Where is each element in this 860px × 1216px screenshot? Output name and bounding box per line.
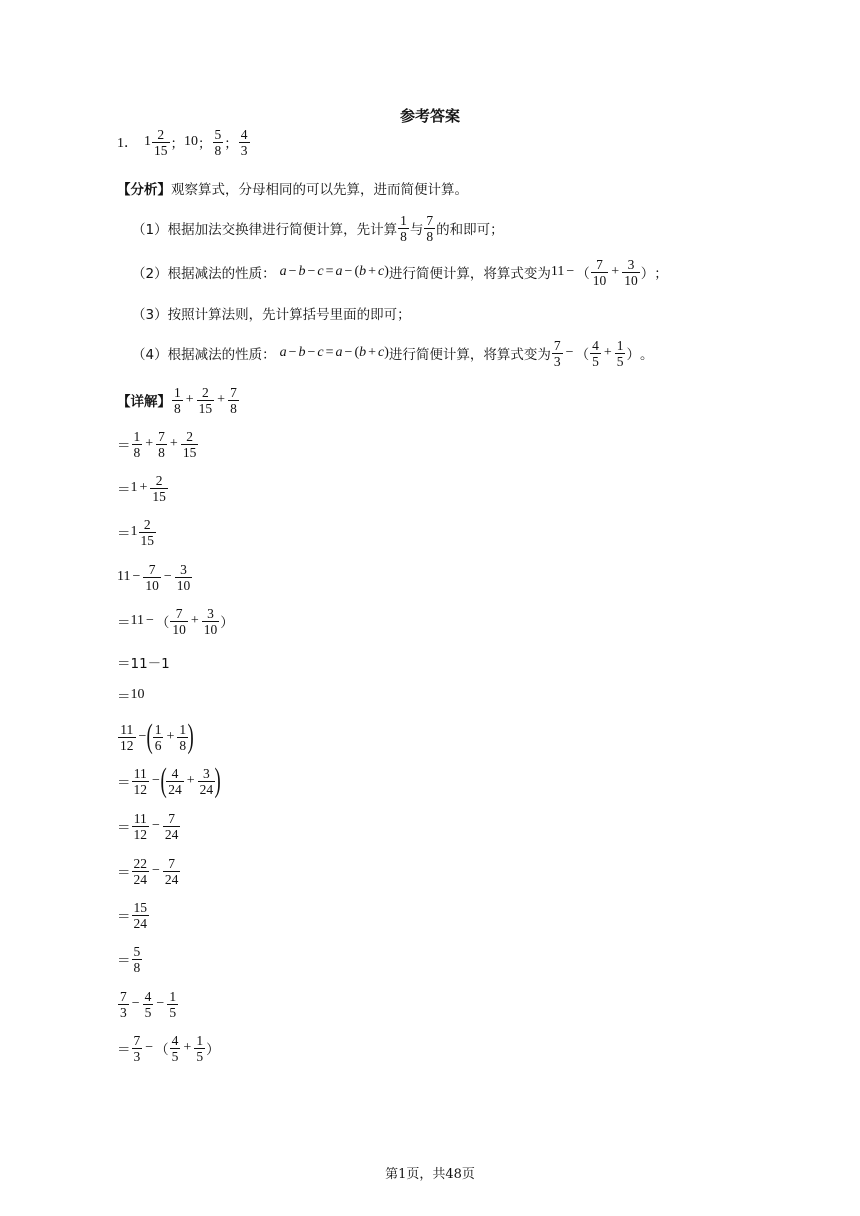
analysis-line bbox=[117, 168, 468, 208]
detail-step: ＝ $\frac{5}{8}$ bbox=[117, 943, 141, 975]
detail-step: ＝ 1 + $\frac{2}{15}$ bbox=[117, 472, 166, 504]
detail-step: $\frac{7}{3}$ − $\frac{4}{5}$ − $\frac{1}{5}$ bbox=[120, 988, 177, 1020]
answer-1-whole: 1 bbox=[144, 134, 151, 149]
analysis-label: 【分析】 bbox=[117, 182, 171, 198]
detail-step: ＝ $\frac{11}{12}$ − ( $\frac{4}{24}$ + $\frac{3}{24}$ ) bbox=[117, 762, 221, 799]
detail-step: ＝ 11 − （ $\frac{7}{10}$ + $\frac{3}{10}$ ） bbox=[117, 605, 234, 637]
detail-step: ＝ $\frac{7}{3}$ − （ $\frac{4}{5}$ + $\frac{1}{5}$ ） bbox=[117, 1032, 220, 1064]
analysis-point-4: （4）根据减法的性质： a − b − c = a − ( b + c ) 进行简便计算，将算式变为 $\frac{7}{3}$ − （ $\frac{4}{5}$ + $\frac{1}{5}$ ） 。 bbox=[132, 337, 654, 369]
analysis-point-2: （2）根据减法的性质： a − b − c = a − ( b + c ) 进行简便计算，将算式变为 11 − （ $\frac{7}{10}$ + $\frac{3}{10}$ ） ； bbox=[132, 256, 668, 288]
detail-step: $\frac{11}{12}$ − ( $\frac{1}{6}$ + $\frac{1}{8}$ ) bbox=[120, 718, 194, 755]
detail-step: ＝ $\frac{22}{24}$ − $\frac{7}{24}$ bbox=[117, 855, 179, 887]
detail-line-1: 【详解】 $\frac{1}{8}$ + $\frac{2}{15}$ + $\frac{7}{8}$ bbox=[117, 384, 237, 416]
analysis-point-3: （3）按照计算法则，先计算括号里面的即可； bbox=[132, 307, 411, 323]
answer-4-fraction: $\frac{4}{3}$ bbox=[240, 126, 248, 158]
answer-line: 1． 1 $\frac{2}{15}$ ； 10 ； $\frac{5}{8}$ ； $\frac{4}{3}$ bbox=[117, 126, 248, 158]
detail-step: ＝ $\frac{15}{24}$ bbox=[117, 899, 147, 931]
detail-step: ＝ 10 bbox=[117, 687, 145, 705]
answer-index: 1． bbox=[117, 136, 138, 151]
answer-2: 10 bbox=[184, 134, 198, 149]
detail-step: 11 − $\frac{7}{10}$ − $\frac{3}{10}$ bbox=[117, 561, 191, 593]
detail-step: ＝ 1 $\frac{2}{15}$ bbox=[117, 516, 154, 548]
detail-label: 【详解】 bbox=[117, 394, 171, 410]
answer-1-fraction: $\frac{2}{15}$ bbox=[154, 126, 168, 158]
page-footer: 第1页，共48页 bbox=[385, 1167, 475, 1182]
analysis-point-1: （1）根据加法交换律进行简便计算，先计算 $\frac{1}{8}$ 与 $\frac{7}{8}$ 的和即可； bbox=[132, 212, 504, 244]
detail-step: ＝ $\frac{11}{12}$ − $\frac{7}{24}$ bbox=[117, 810, 179, 842]
detail-step: ＝ 11－1 bbox=[117, 656, 170, 672]
page-title: 参考答案 bbox=[399, 107, 460, 125]
detail-step: ＝ $\frac{1}{8}$ + $\frac{7}{8}$ + $\frac{2}{15}$ bbox=[117, 428, 197, 460]
analysis-text: 观察算式，分母相同的可以先算，进而简便计算。 bbox=[171, 182, 468, 198]
answer-3-fraction: $\frac{5}{8}$ bbox=[214, 126, 222, 158]
